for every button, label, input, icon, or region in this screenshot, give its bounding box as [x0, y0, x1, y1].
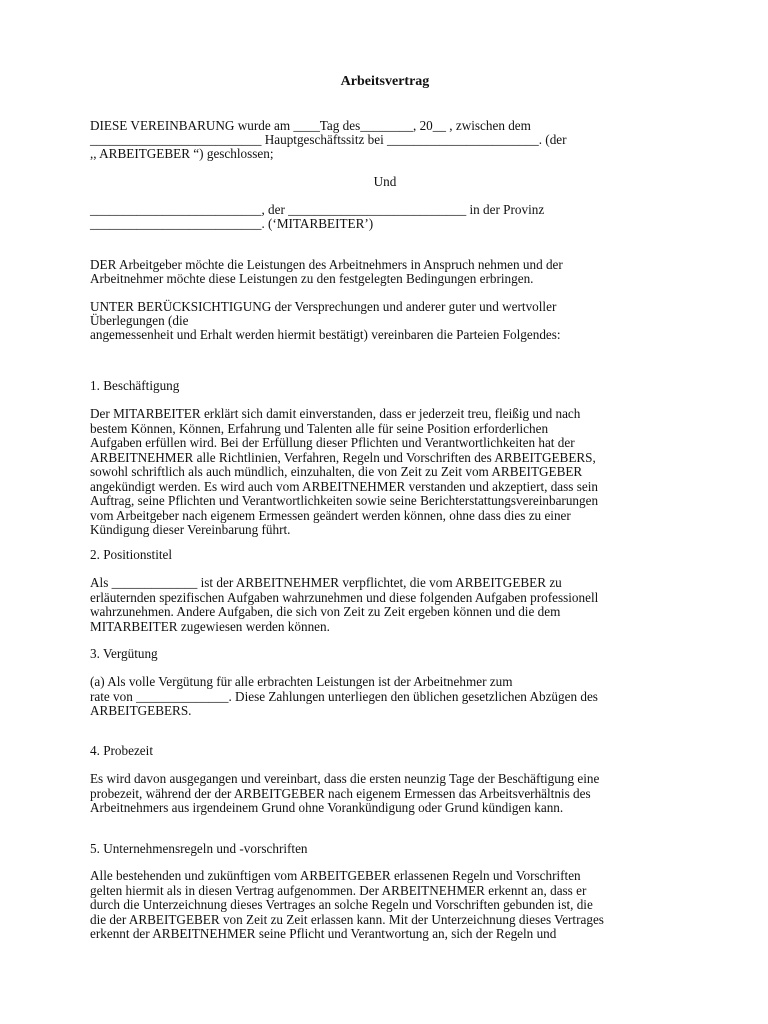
document-title: Arbeitsvertrag: [340, 74, 430, 89]
section-3-heading: 3. Vergütung: [90, 646, 158, 661]
intro-line-5: __________________________. (‘MITARBEITER’): [90, 216, 374, 231]
und-label: Und: [373, 174, 397, 189]
text-line: MITARBEITER zugewiesen werden können.: [90, 618, 330, 634]
preamble-p1-line-1: DER Arbeitgeber möchte die Leistungen des Arbeitnehmers in Anspruch nehmen und der: [90, 257, 563, 272]
text-line: Es wird davon ausgegangen und vereinbart, dass die ersten neunzig Tage der Beschäftigung eine: [90, 771, 600, 786]
section-2-body: [90, 576, 678, 634]
text-line: erläuternden spezifischen Aufgaben wahrzunehmen und diese folgenden Aufgaben professionell: [90, 589, 599, 605]
intro-line-4: __________________________, der ___________________________ in der Provinz: [90, 202, 545, 217]
text-line: Kündigung dieser Vereinbarung führt.: [90, 522, 291, 537]
text-line: bestem Können, Können, Erfahrung und Talenten alle für seine Position erforderlichen: [90, 420, 549, 436]
preamble-p1-line-2: Arbeitnehmer möchte diese Leistungen zu den festgelegten Bedingungen erbringen.: [90, 271, 534, 286]
text-line: rate von ______________. Diese Zahlungen unterliegen den üblichen gesetzlichen Abzügen des: [90, 688, 598, 704]
intro-line-2: __________________________ Hauptgeschäftssitz bei _______________________. (der: [90, 132, 567, 147]
text-line: ARBEITNEHMER alle Richtlinien, Verfahren, Regeln und Vorschriften des ARBEITGEBERS,: [90, 449, 596, 465]
text-line: erkennt der ARBEITNEHMER seine Pflicht und Verantwortung an, sich der Regeln und: [90, 926, 557, 941]
text-line: die der ARBEITGEBER von Zeit zu Zeit erlassen kann. Mit der Unterzeichnung dieses Vertrages: [90, 911, 604, 927]
text-line: Als _____________ ist der ARBEITNEHMER verpflichtet, die vom ARBEITGEBER zu: [90, 575, 562, 590]
text-line: Arbeitnehmers aus irgendeinem Grund ohne Vorankündigung oder Grund kündigen kann.: [90, 800, 564, 815]
text-line: gelten hiermit als in diesen Vertrag aufgenommen. Der ARBEITNEHMER erkennt an, dass er: [90, 882, 587, 898]
text-line: Aufgaben erfüllen wird. Bei der Erfüllung dieser Pflichten und Verantwortlichkeiten hat der: [90, 435, 575, 450]
contract-page: [90, 0, 680, 1024]
text-line: durch die Unterzeichnung dieses Vertrages an solche Regeln und Vorschriften gebunden ist, die: [90, 897, 593, 912]
section-3-body: [90, 675, 678, 719]
text-line: Der MITARBEITER erklärt sich damit einverstanden, dass er jederzeit treu, fleißig und nach: [90, 406, 581, 421]
text-line: vom Arbeitgeber nach eigenem Ermessen geändert werden können, ohne dass dies zu einer: [90, 507, 571, 523]
section-4-body: [90, 772, 678, 816]
text-line: probezeit, während der der ARBEITGEBER nach eigenem Ermessen das Arbeitsverhältnis des: [90, 785, 591, 801]
preamble-p2-line-1: UNTER BERÜCKSICHTIGUNG der Versprechungen und anderer guter und wertvoller: [90, 299, 557, 314]
text-line: (a) Als volle Vergütung für alle erbrachten Leistungen ist der Arbeitnehmer zum: [90, 674, 513, 689]
section-5-heading: 5. Unternehmensregeln und -vorschriften: [90, 841, 308, 856]
text-line: ARBEITGEBERS.: [90, 703, 192, 718]
text-line: Auftrag, seine Pflichten und Verantwortlichkeiten sowie seine Berichterstattungsvereinbarungen: [90, 493, 599, 508]
intro-line-1: DIESE VEREINBARUNG wurde am ____Tag des________, 20__ , zwischen dem: [90, 118, 531, 133]
text-line: wahrzunehmen. Andere Aufgaben, die sich von Zeit zu Zeit ergeben können und die dem: [90, 604, 561, 619]
preamble-p2-line-2: Überlegungen (die: [90, 313, 189, 328]
intro-line-3: ,, ARBEITGEBER “) geschlossen;: [90, 146, 274, 161]
text-line: angekündigt werden. Es wird auch vom ARBEITNEHMER verstanden und akzeptiert, dass sein: [90, 478, 598, 494]
section-1-heading: 1. Beschäftigung: [90, 378, 180, 393]
section-1-body: [90, 407, 678, 538]
section-5-body: [90, 869, 678, 942]
preamble-p2-line-3: angemessenheit und Erhalt werden hiermit bestätigt) vereinbaren die Parteien Folgendes:: [90, 327, 561, 342]
section-4-heading: 4. Probezeit: [90, 743, 153, 758]
text-line: sowohl schriftlich als auch mündlich, einzuhalten, die von Zeit zu Zeit vom ARBEITGEBER: [90, 464, 583, 479]
text-line: Alle bestehenden und zukünftigen vom ARBEITGEBER erlassenen Regeln und Vorschriften: [90, 868, 581, 883]
section-2-heading: 2. Positionstitel: [90, 547, 173, 562]
